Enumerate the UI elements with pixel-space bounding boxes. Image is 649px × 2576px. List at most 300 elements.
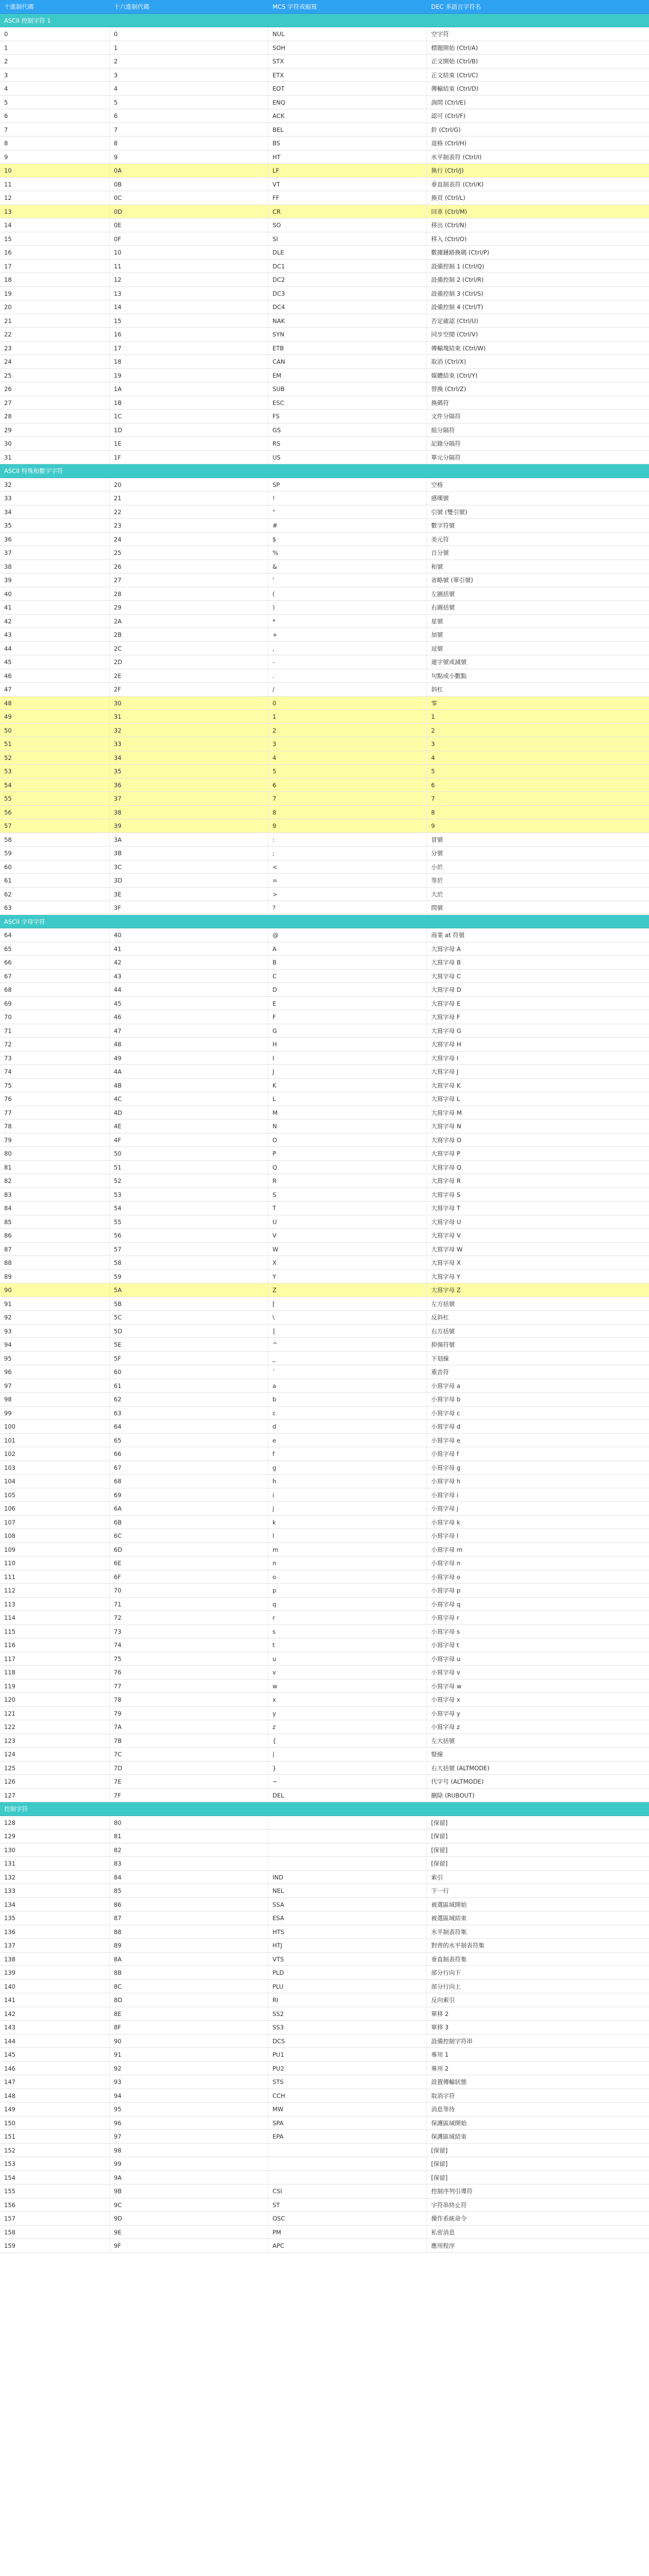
cell-name: 大寫字母 M <box>431 1109 462 1116</box>
cell-decimal: 45 <box>0 655 110 669</box>
cell-hex: 9D <box>110 2212 268 2225</box>
cell-mcs <box>268 2157 427 2171</box>
cell-mcs: m <box>268 1543 427 1556</box>
cell-hex: 2C <box>110 642 268 655</box>
cell-mcs: T <box>268 1201 427 1215</box>
cell-decimal: 144 <box>0 2035 110 2048</box>
table-row <box>0 1693 649 1707</box>
cell-decimal: 9 <box>0 150 110 164</box>
cell-hex: 76 <box>110 1666 268 1679</box>
cell-decimal: 139 <box>0 1966 110 1979</box>
cell-decimal: 122 <box>0 1720 110 1734</box>
cell-decimal: 4 <box>0 82 110 95</box>
cell-decimal: 148 <box>0 2089 110 2103</box>
cell-mcs: SO <box>268 218 427 232</box>
table-row <box>0 1980 649 1994</box>
cell-decimal: 157 <box>0 2212 110 2225</box>
table-row <box>0 942 649 956</box>
cell-decimal: 73 <box>0 1052 110 1065</box>
cell-decimal: 18 <box>0 273 110 286</box>
cell-decimal: 44 <box>0 642 110 655</box>
cell-name: 小寫字母 g <box>431 1464 460 1471</box>
cell-hex: 38 <box>110 806 268 819</box>
cell-mcs: STX <box>268 55 427 68</box>
cell-mcs: HT <box>268 150 427 164</box>
table-row <box>0 1365 649 1379</box>
cell-hex: 3E <box>110 888 268 901</box>
cell-hex: 9F <box>110 2239 268 2252</box>
table-row <box>0 1147 649 1161</box>
table-row <box>0 2184 649 2198</box>
cell-hex: 1D <box>110 423 268 437</box>
cell-decimal: 91 <box>0 1297 110 1311</box>
cell-decimal: 38 <box>0 560 110 573</box>
cell-hex: 65 <box>110 1434 268 1447</box>
cell-mcs: DC4 <box>268 300 427 314</box>
cell-hex: 49 <box>110 1052 268 1065</box>
cell-mcs: SYN <box>268 328 427 341</box>
cell-name: 組分隔符 <box>431 426 455 434</box>
cell-mcs: p <box>268 1584 427 1597</box>
cell-hex: 40 <box>110 928 268 942</box>
cell-decimal: 67 <box>0 970 110 983</box>
cell-name: 設備控制 4 (Ctrl/T) <box>431 303 483 311</box>
cell-name: 退格 (Ctrl/H) <box>431 140 467 147</box>
cell-name: 換碼符 <box>431 399 449 406</box>
cell-hex: 5F <box>110 1352 268 1365</box>
table-row <box>0 342 649 355</box>
cell-mcs: EPA <box>268 2130 427 2143</box>
table-row <box>0 833 649 847</box>
cell-mcs: FF <box>268 191 427 205</box>
table-row <box>0 205 649 219</box>
table-row <box>0 355 649 369</box>
cell-name: 設備控制 3 (Ctrl/S) <box>431 290 484 297</box>
cell-mcs: ? <box>268 901 427 914</box>
cell-name: 連字號或減號 <box>431 658 467 666</box>
cell-name: 大寫字母 I <box>431 1054 459 1062</box>
cell-hex: 5C <box>110 1311 268 1324</box>
cell-mcs: , <box>268 642 427 655</box>
cell-hex: 15 <box>110 314 268 328</box>
cell-name: 商業 at 符號 <box>431 931 465 939</box>
cell-decimal: 37 <box>0 546 110 560</box>
cell-name: 設備控制字符串 <box>431 2037 473 2045</box>
cell-hex: 94 <box>110 2089 268 2103</box>
cell-decimal: 77 <box>0 1106 110 1120</box>
table-row <box>0 451 649 465</box>
cell-hex: 29 <box>110 601 268 614</box>
cell-hex: 72 <box>110 1611 268 1624</box>
cell-decimal: 14 <box>0 218 110 232</box>
cell-mcs: : <box>268 833 427 846</box>
cell-decimal: 5 <box>0 96 110 109</box>
cell-name: 大寫字母 W <box>431 1245 463 1253</box>
cell-decimal: 6 <box>0 109 110 123</box>
section-title: ASCII 字母字符 <box>4 918 45 925</box>
cell-decimal: 61 <box>0 874 110 887</box>
cell-hex: 6A <box>110 1502 268 1515</box>
cell-name: 大寫字母 J <box>431 1068 459 1075</box>
cell-decimal: 27 <box>0 396 110 410</box>
cell-hex: 61 <box>110 1379 268 1393</box>
cell-mcs: = <box>268 874 427 887</box>
cell-mcs: k <box>268 1516 427 1529</box>
cell-mcs: DC1 <box>268 260 427 273</box>
table-row <box>0 1911 649 1925</box>
cell-mcs: Q <box>268 1161 427 1174</box>
cell-mcs: " <box>268 505 427 519</box>
cell-hex: 31 <box>110 710 268 723</box>
cell-decimal: 51 <box>0 737 110 751</box>
table-row <box>0 2239 649 2253</box>
cell-mcs: & <box>268 560 427 573</box>
cell-decimal: 107 <box>0 1516 110 1529</box>
table-row <box>0 2048 649 2062</box>
cell-hex: 3B <box>110 846 268 860</box>
cell-name: 大寫字母 Q <box>431 1163 462 1171</box>
cell-mcs: ~ <box>268 1775 427 1788</box>
table-row <box>0 792 649 806</box>
table-row <box>0 997 649 1011</box>
cell-mcs: DC2 <box>268 273 427 286</box>
cell-name: 省略號 (單引號) <box>431 577 473 584</box>
cell-decimal: 0 <box>0 27 110 41</box>
cell-name: 小寫字母 j <box>431 1505 458 1512</box>
cell-hex: 24 <box>110 533 268 546</box>
cell-name: 小寫字母 p <box>431 1587 460 1594</box>
cell-decimal: 96 <box>0 1365 110 1379</box>
cell-decimal: 113 <box>0 1598 110 1611</box>
cell-mcs: PM <box>268 2226 427 2239</box>
cell-decimal: 15 <box>0 232 110 246</box>
cell-decimal: 85 <box>0 1215 110 1229</box>
cell-hex: 3D <box>110 874 268 887</box>
table-row <box>0 573 649 587</box>
cell-name: 問號 <box>431 904 443 911</box>
table-row <box>0 2171 649 2185</box>
table-row <box>0 1543 649 1557</box>
cell-mcs: SPA <box>268 2116 427 2130</box>
table-row <box>0 1652 649 1666</box>
cell-name: 取消字符 <box>431 2092 455 2099</box>
cell-mcs: # <box>268 519 427 532</box>
cell-decimal: 12 <box>0 191 110 205</box>
cell-decimal: 86 <box>0 1229 110 1242</box>
table-row <box>0 1611 649 1625</box>
cell-decimal: 138 <box>0 1953 110 1966</box>
cell-name: 小寫字母 k <box>431 1518 460 1526</box>
cell-hex: 5 <box>110 96 268 109</box>
cell-decimal: 97 <box>0 1379 110 1393</box>
table-row <box>0 1352 649 1366</box>
cell-decimal: 112 <box>0 1584 110 1597</box>
cell-mcs: PU2 <box>268 2062 427 2075</box>
cell-hex: 0F <box>110 232 268 246</box>
cell-name: 垂直制表符 (Ctrl/K) <box>431 180 484 188</box>
cell-mcs: ACK <box>268 109 427 123</box>
cell-decimal: 99 <box>0 1406 110 1420</box>
cell-mcs: i <box>268 1488 427 1502</box>
cell-decimal: 102 <box>0 1447 110 1461</box>
cell-mcs: g <box>268 1461 427 1475</box>
cell-hex: 14 <box>110 300 268 314</box>
cell-decimal: 75 <box>0 1079 110 1092</box>
cell-mcs: t <box>268 1638 427 1652</box>
cell-hex: 18 <box>110 355 268 368</box>
cell-mcs: J <box>268 1065 427 1078</box>
cell-mcs: * <box>268 615 427 628</box>
cell-name: 反斜杠 <box>431 1314 449 1321</box>
cell-mcs: ] <box>268 1325 427 1338</box>
cell-hex: 45 <box>110 997 268 1010</box>
cell-decimal: 104 <box>0 1475 110 1488</box>
table-row <box>0 1925 649 1939</box>
cell-decimal: 83 <box>0 1188 110 1201</box>
cell-hex: 92 <box>110 2062 268 2075</box>
cell-name: 小寫字母 o <box>431 1573 460 1581</box>
cell-name: 和號 <box>431 563 443 570</box>
table-row <box>0 1529 649 1543</box>
cell-name: 右大括號 (ALTMODE) <box>431 1764 490 1772</box>
cell-hex: 7C <box>110 1748 268 1761</box>
cell-mcs: STS <box>268 2075 427 2089</box>
table-row <box>0 1843 649 1857</box>
cell-hex: 2A <box>110 615 268 628</box>
cell-hex: 32 <box>110 724 268 737</box>
cell-name: 小寫字母 w <box>431 1682 462 1690</box>
cell-name: 單元分隔符 <box>431 453 461 461</box>
cell-decimal: 8 <box>0 137 110 150</box>
cell-name: 小寫字母 b <box>431 1396 460 1403</box>
cell-name: 水平制表符集 <box>431 1928 467 1936</box>
cell-name: 4 <box>431 754 435 761</box>
table-row <box>0 1953 649 1967</box>
cell-mcs: SS3 <box>268 2021 427 2034</box>
table-row <box>0 1556 649 1570</box>
cell-mcs: ` <box>268 1365 427 1379</box>
table-row <box>0 1789 649 1803</box>
cell-name: 大寫字母 S <box>431 1191 460 1198</box>
cell-mcs: > <box>268 888 427 901</box>
cell-decimal: 142 <box>0 2007 110 2021</box>
cell-hex: 7F <box>110 1789 268 1802</box>
cell-mcs: HTJ <box>268 1939 427 1952</box>
cell-mcs <box>268 2171 427 2184</box>
cell-name: 字符串終止符 <box>431 2201 467 2209</box>
table-row <box>0 1666 649 1680</box>
cell-hex: 1B <box>110 396 268 410</box>
cell-mcs: x <box>268 1693 427 1706</box>
cell-name: 刪除 (RUBOUT) <box>431 1791 475 1799</box>
cell-decimal: 98 <box>0 1393 110 1406</box>
table-row <box>0 983 649 997</box>
cell-decimal: 137 <box>0 1939 110 1952</box>
table-row <box>0 874 649 888</box>
cell-mcs: % <box>268 546 427 560</box>
table-row <box>0 655 649 669</box>
table-row <box>0 533 649 547</box>
cell-name: 大寫字母 O <box>431 1136 462 1144</box>
cell-mcs: VT <box>268 178 427 191</box>
table-row <box>0 1256 649 1270</box>
cell-decimal: 33 <box>0 492 110 505</box>
cell-name: 移出 (Ctrl/N) <box>431 222 467 229</box>
table-row <box>0 2198 649 2212</box>
cell-hex: 67 <box>110 1461 268 1475</box>
cell-name: 反向索引 <box>431 1996 455 2004</box>
cell-mcs: [ <box>268 1297 427 1311</box>
cell-name: 6 <box>431 781 435 789</box>
cell-name: 回車 (Ctrl/M) <box>431 208 467 215</box>
cell-name: 認可 (Ctrl/F) <box>431 112 466 120</box>
cell-mcs: PLD <box>268 1966 427 1979</box>
table-row <box>0 1052 649 1065</box>
cell-hex: 8C <box>110 1980 268 1993</box>
cell-name: 大寫字母 L <box>431 1095 460 1103</box>
cell-mcs: SSA <box>268 1898 427 1911</box>
table-row <box>0 2144 649 2158</box>
table-row <box>0 410 649 423</box>
cell-name: 左大括號 <box>431 1737 455 1744</box>
cell-name: 空字符 <box>431 30 449 38</box>
cell-hex: 43 <box>110 970 268 983</box>
cell-hex: 86 <box>110 1898 268 1911</box>
cell-hex: 0E <box>110 218 268 232</box>
cell-name: 5 <box>431 768 435 775</box>
cell-hex: 8 <box>110 137 268 150</box>
cell-decimal: 106 <box>0 1502 110 1515</box>
cell-mcs: SI <box>268 232 427 246</box>
table-row <box>0 41 649 55</box>
cell-name: 設備控制 1 (Ctrl/Q) <box>431 262 484 270</box>
table-row <box>0 1966 649 1980</box>
cell-mcs: 8 <box>268 806 427 819</box>
table-row <box>0 1502 649 1516</box>
cell-mcs: / <box>268 683 427 696</box>
cell-hex: 30 <box>110 697 268 710</box>
cell-decimal: 22 <box>0 328 110 341</box>
cell-name: 斜杠 <box>431 686 443 693</box>
cell-hex: 17 <box>110 342 268 355</box>
cell-mcs: 3 <box>268 737 427 751</box>
cell-decimal: 16 <box>0 246 110 259</box>
cell-mcs: q <box>268 1598 427 1611</box>
cell-name: 重音符 <box>431 1368 449 1376</box>
cell-decimal: 134 <box>0 1898 110 1911</box>
cell-mcs: SS2 <box>268 2007 427 2021</box>
cell-decimal: 55 <box>0 792 110 805</box>
cell-mcs: DC3 <box>268 287 427 300</box>
section-title: ASCII 控制字符 1 <box>4 16 51 24</box>
cell-hex: 62 <box>110 1393 268 1406</box>
cell-hex: 9 <box>110 150 268 164</box>
table-row <box>0 669 649 683</box>
table-row <box>0 697 649 710</box>
cell-hex: 0D <box>110 205 268 218</box>
table-row <box>0 1516 649 1530</box>
cell-mcs: NUL <box>268 27 427 41</box>
cell-hex: 4C <box>110 1092 268 1106</box>
cell-hex: 25 <box>110 546 268 560</box>
cell-name: 控制序列引導符 <box>431 2188 473 2195</box>
cell-name: 傳輸結束 (Ctrl/D) <box>431 85 479 92</box>
table-row <box>0 2212 649 2226</box>
cell-mcs: ENQ <box>268 96 427 109</box>
cell-name: 8 <box>431 808 435 816</box>
cell-hex: 60 <box>110 1365 268 1379</box>
cell-hex: 55 <box>110 1215 268 1229</box>
cell-decimal: 109 <box>0 1543 110 1556</box>
cell-mcs: B <box>268 956 427 969</box>
cell-mcs: L <box>268 1092 427 1106</box>
cell-decimal: 46 <box>0 669 110 683</box>
cell-hex: 39 <box>110 819 268 833</box>
cell-mcs: VTS <box>268 1953 427 1966</box>
cell-name: 消息等待 <box>431 2106 455 2113</box>
cell-name: 小寫字母 x <box>431 1696 460 1703</box>
cell-name: 左圓括號 <box>431 590 455 598</box>
cell-name: 大寫字母 R <box>431 1177 461 1184</box>
cell-name: 豎線 <box>431 1751 443 1758</box>
cell-name: 大寫字母 Y <box>431 1273 460 1280</box>
cell-mcs: EOT <box>268 82 427 95</box>
cell-mcs: s <box>268 1625 427 1638</box>
cell-decimal: 118 <box>0 1666 110 1679</box>
table-row <box>0 437 649 451</box>
cell-hex: 19 <box>110 369 268 382</box>
cell-hex: 1A <box>110 382 268 396</box>
cell-hex: 9A <box>110 2171 268 2184</box>
table-row <box>0 246 649 260</box>
cell-hex: 89 <box>110 1939 268 1952</box>
table-row <box>0 2130 649 2144</box>
cell-hex: 22 <box>110 505 268 519</box>
cell-decimal: 120 <box>0 1693 110 1706</box>
cell-mcs: I <box>268 1052 427 1065</box>
cell-hex: 95 <box>110 2103 268 2116</box>
table-row <box>0 150 649 164</box>
cell-name: 大寫字母 X <box>431 1259 461 1266</box>
cell-hex: 51 <box>110 1161 268 1174</box>
cell-decimal: 30 <box>0 437 110 450</box>
cell-decimal: 17 <box>0 260 110 273</box>
table-row <box>0 1638 649 1652</box>
cell-decimal: 2 <box>0 55 110 68</box>
cell-mcs: DLE <box>268 246 427 259</box>
cell-name: 小寫字母 c <box>431 1409 460 1417</box>
cell-name: 記錄分隔符 <box>431 440 461 447</box>
cell-decimal: 31 <box>0 451 110 464</box>
cell-name: 小寫字母 l <box>431 1532 458 1539</box>
cell-name: 右圓括號 <box>431 604 455 611</box>
cell-hex: 23 <box>110 519 268 532</box>
cell-hex: 69 <box>110 1488 268 1502</box>
cell-name: 大寫字母 K <box>431 1081 461 1089</box>
cell-hex: 0B <box>110 178 268 191</box>
cell-mcs: K <box>268 1079 427 1092</box>
cell-decimal: 28 <box>0 410 110 423</box>
cell-decimal: 7 <box>0 123 110 137</box>
cell-mcs: N <box>268 1120 427 1133</box>
cell-mcs: d <box>268 1420 427 1433</box>
cell-mcs: CSI <box>268 2184 427 2198</box>
cell-decimal: 89 <box>0 1270 110 1283</box>
cell-mcs: n <box>268 1556 427 1570</box>
cell-mcs: BS <box>268 137 427 150</box>
cell-decimal: 53 <box>0 765 110 778</box>
cell-mcs: MW <box>268 2103 427 2116</box>
